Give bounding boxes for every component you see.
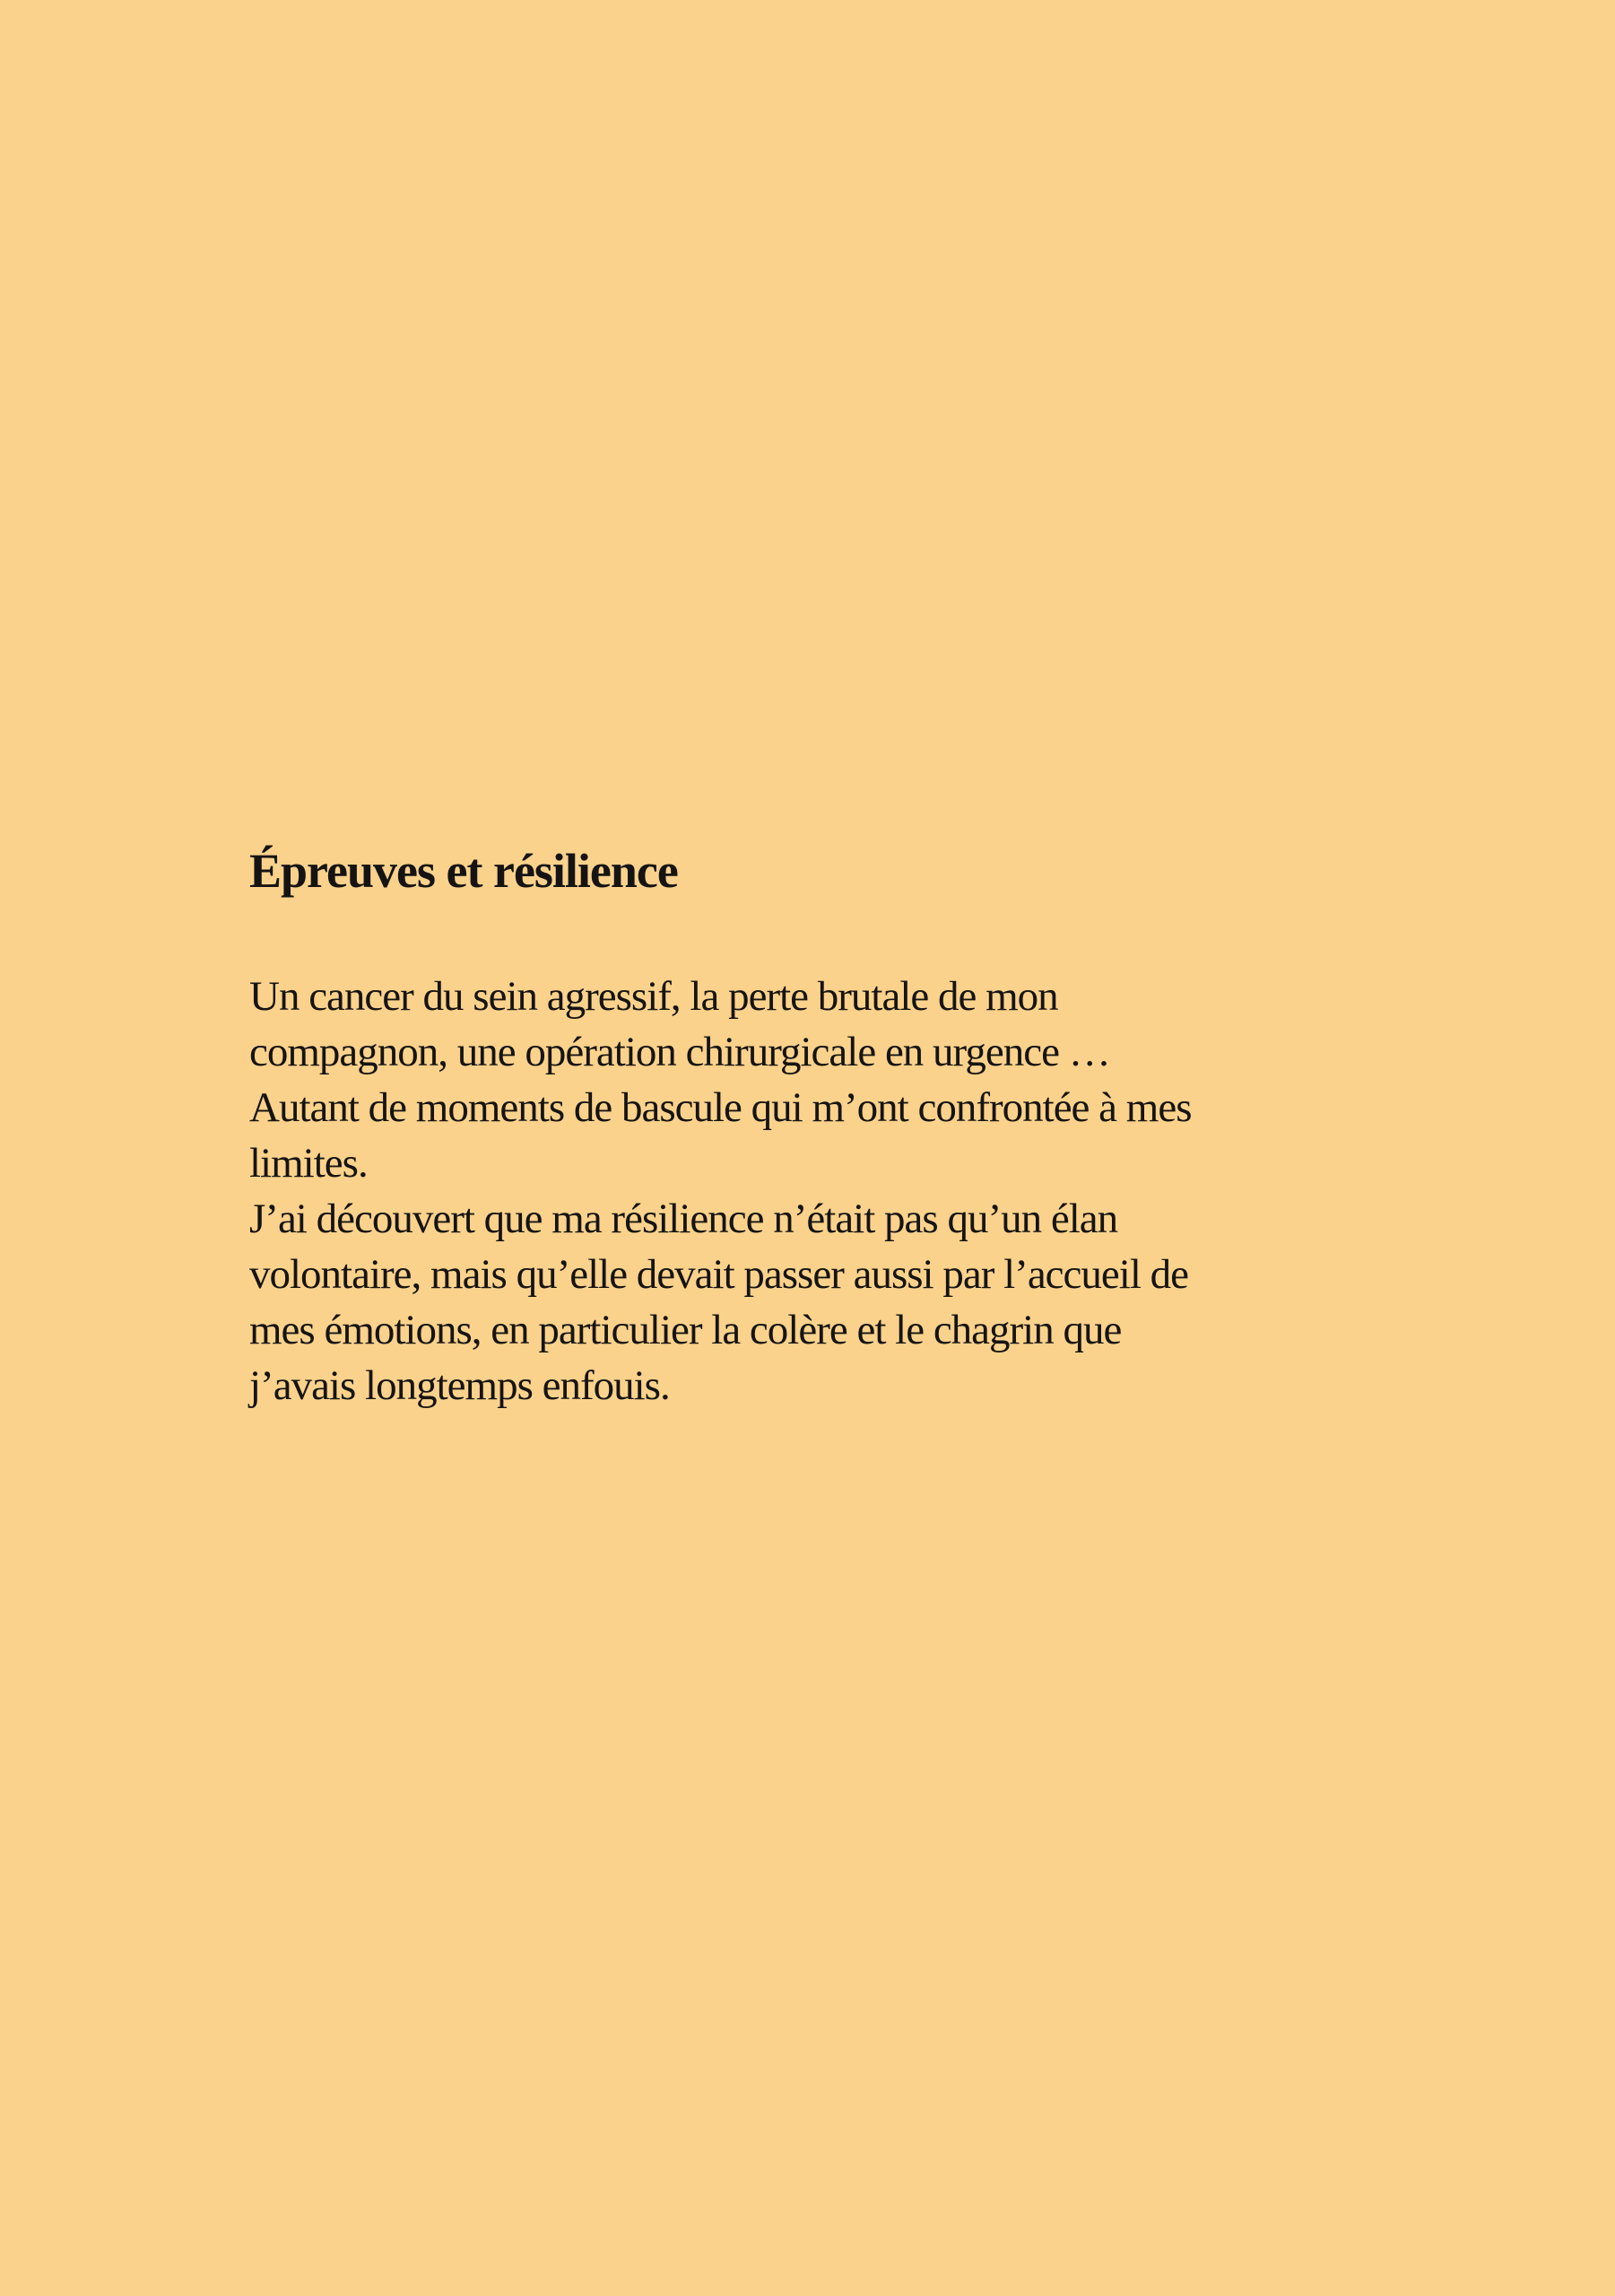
paragraph-line: volontaire, mais qu’elle devait passer aussi par l’accueil de (249, 1251, 1188, 1298)
paragraph (249, 969, 1192, 1413)
paragraph-line: j’avais longtemps enfouis. (249, 1362, 670, 1409)
paragraph-line: compagnon, une opération chirurgicale en urgence … (249, 1029, 1110, 1075)
section-heading: Épreuves et résilience (249, 844, 678, 898)
paragraph-line: Un cancer du sein agressif, la perte brutale de mon (249, 973, 1058, 1020)
paragraph-line: J’ai découvert que ma résilience n’était pas qu’un élan (249, 1196, 1118, 1242)
paragraph-line: mes émotions, en particulier la colère et le chagrin que (249, 1307, 1122, 1353)
paragraph-line: limites. (249, 1140, 368, 1187)
paragraph-line: Autant de moments de bascule qui m’ont confrontée à mes (249, 1084, 1192, 1131)
